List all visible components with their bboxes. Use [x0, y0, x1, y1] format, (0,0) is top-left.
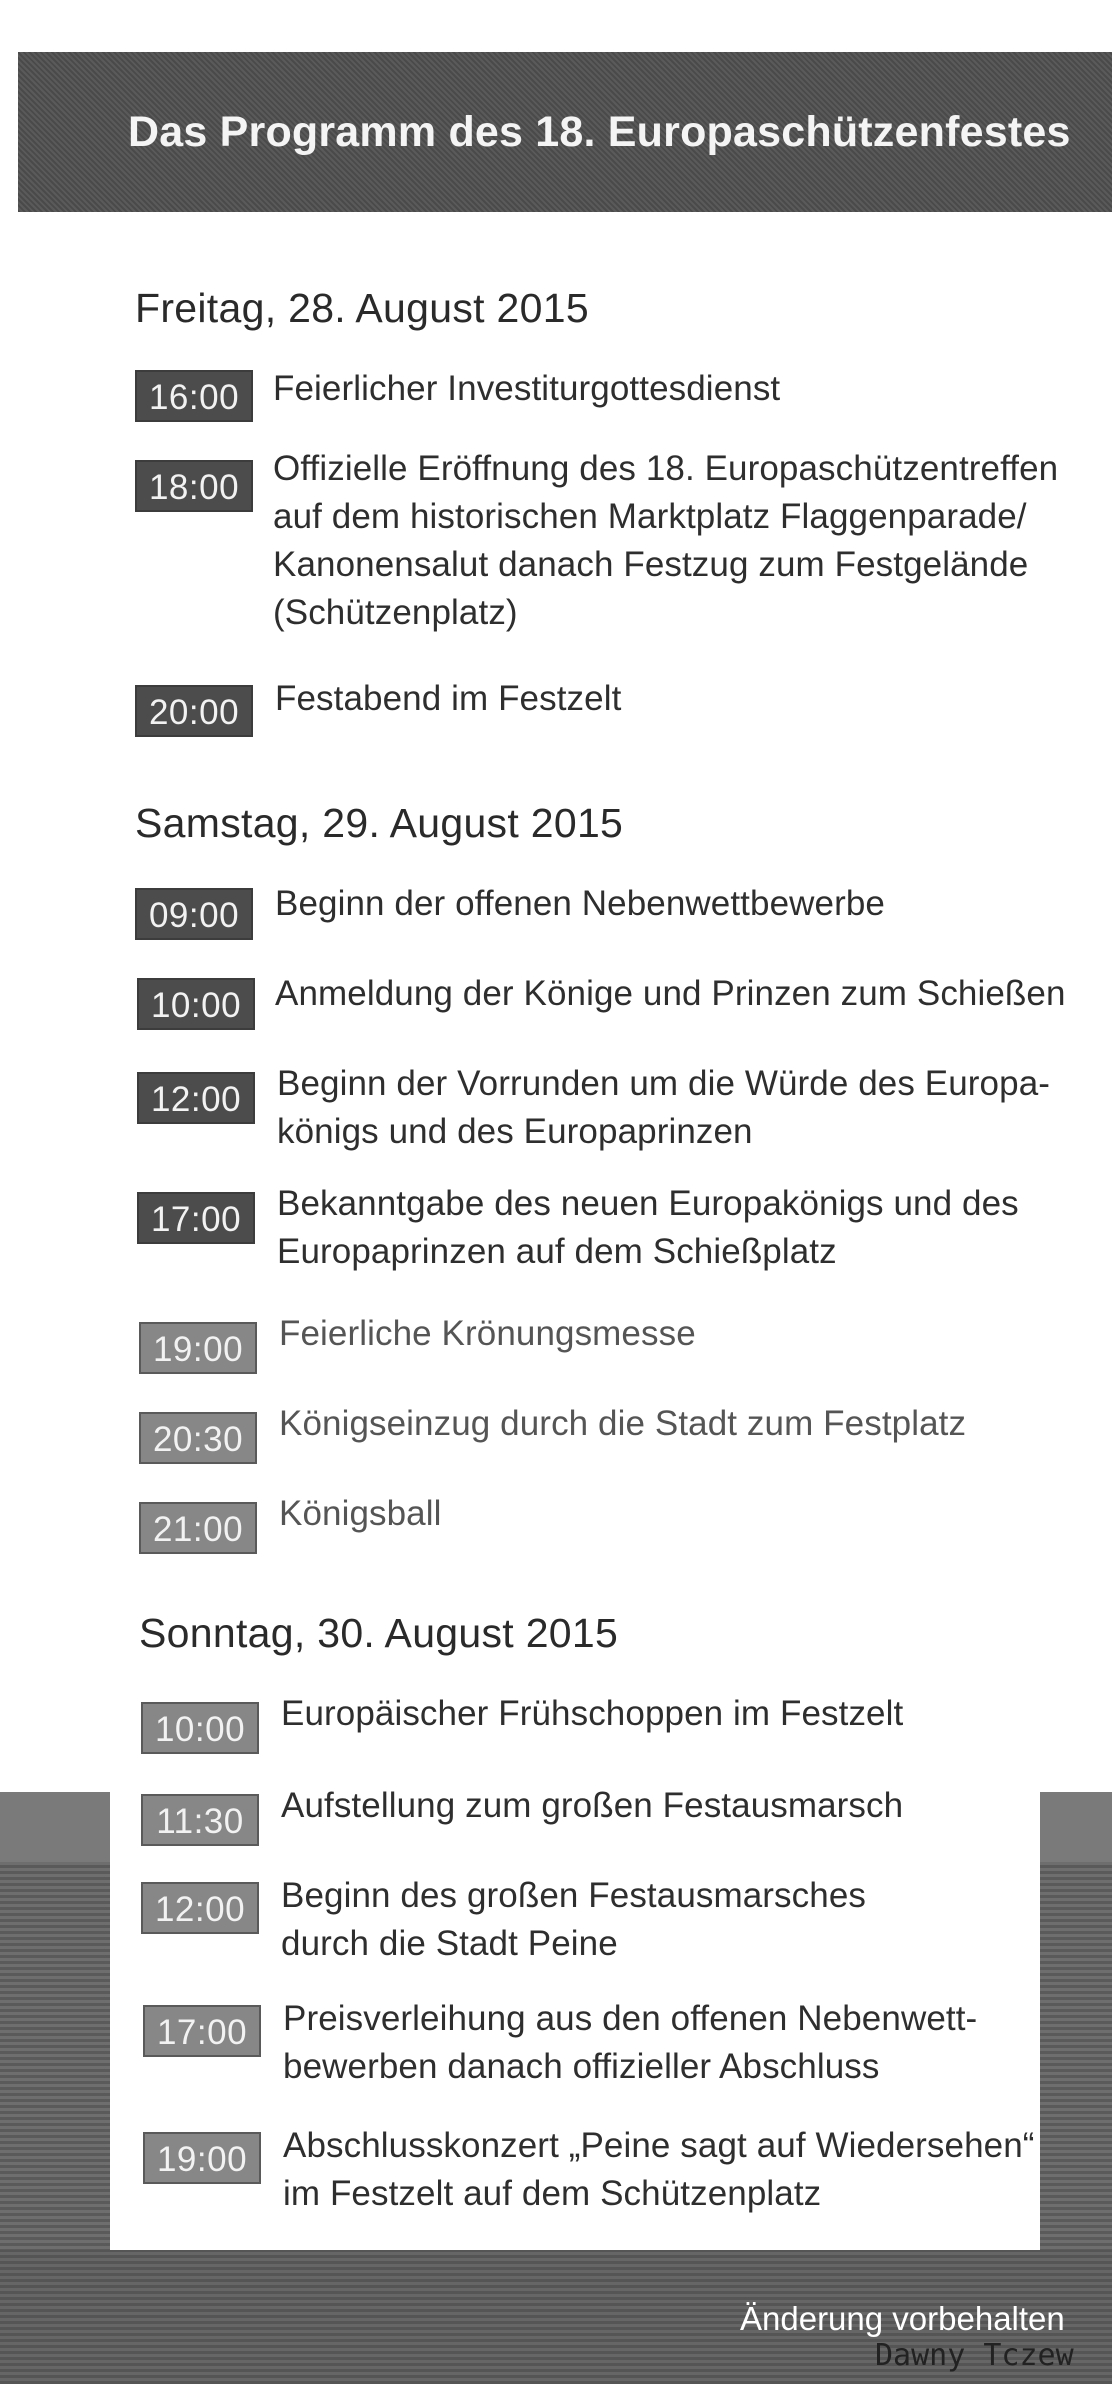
entry-text: Beginn der Vorrunden um die Würde des Europa- königs und des Europaprinzen — [277, 1064, 1051, 1151]
entry-text: Europäischer Frühschoppen im Festzelt — [281, 1694, 904, 1733]
entry-text: Beginn der offenen Nebenwettbewerbe — [275, 884, 885, 923]
time-badge: 20:30 — [139, 1412, 257, 1464]
frame-right-top — [1040, 1792, 1112, 1862]
time-badge: 16:00 — [135, 370, 253, 422]
time-badge: 12:00 — [141, 1882, 259, 1934]
entry-text: Feierlicher Investiturgottesdienst — [273, 369, 781, 408]
watermark: Dawny Tczew — [875, 2338, 1074, 2373]
entry-text: Königseinzug durch die Stadt zum Festplatz — [279, 1404, 967, 1443]
time-badge: 10:00 — [141, 1702, 259, 1754]
entry-text: Aufstellung zum großen Festausmarsch — [281, 1786, 904, 1825]
day-heading-saturday: Samstag, 29. August 2015 — [135, 800, 624, 846]
entry-text: Offizielle Eröffnung des 18. Europaschützentreffen auf dem historischen Marktplatz Flaggenparade/ Kanonensalut danach Festzug zum Festgelände (Schützenplatz) — [273, 449, 1059, 632]
entry-text: Preisverleihung aus den offenen Nebenwett- bewerben danach offizieller Abschluss — [283, 1999, 978, 2086]
day-heading-sunday: Sonntag, 30. August 2015 — [139, 1610, 619, 1656]
footer-note: Änderung vorbehalten — [740, 2300, 1065, 2337]
time-badge: 09:00 — [135, 888, 253, 940]
time-badge: 18:00 — [135, 460, 253, 512]
entry-text: Beginn des großen Festausmarsches durch die Stadt Peine — [281, 1876, 866, 1963]
time-badge: 17:00 — [137, 1192, 255, 1244]
time-badge: 17:00 — [143, 2005, 261, 2057]
time-badge: 19:00 — [139, 1322, 257, 1374]
entry-text: Abschlusskonzert „Peine sagt auf Wiedersehen“ im Festzelt auf dem Schützenplatz — [283, 2126, 1035, 2213]
time-badge: 10:00 — [137, 978, 255, 1030]
title-bar — [18, 52, 1112, 212]
time-badge: 21:00 — [139, 1502, 257, 1554]
entry-text: Königsball — [279, 1494, 442, 1533]
time-badge: 11:30 — [141, 1794, 259, 1846]
time-badge: 20:00 — [135, 685, 253, 737]
entry-text: Feierliche Krönungsmesse — [279, 1314, 696, 1353]
time-badge: 19:00 — [143, 2132, 261, 2184]
entry-text: Bekanntgabe des neuen Europakönigs und des Europaprinzen auf dem Schießplatz — [277, 1184, 1019, 1271]
frame-left-top — [0, 1792, 110, 1862]
entry-text: Anmeldung der Könige und Prinzen zum Schießen — [275, 974, 1066, 1013]
day-heading-friday: Freitag, 28. August 2015 — [135, 285, 589, 331]
entry-text: Festabend im Festzelt — [275, 679, 622, 718]
time-badge: 12:00 — [137, 1072, 255, 1124]
page-title: Das Programm des 18. Europaschützenfestes — [128, 108, 1071, 156]
